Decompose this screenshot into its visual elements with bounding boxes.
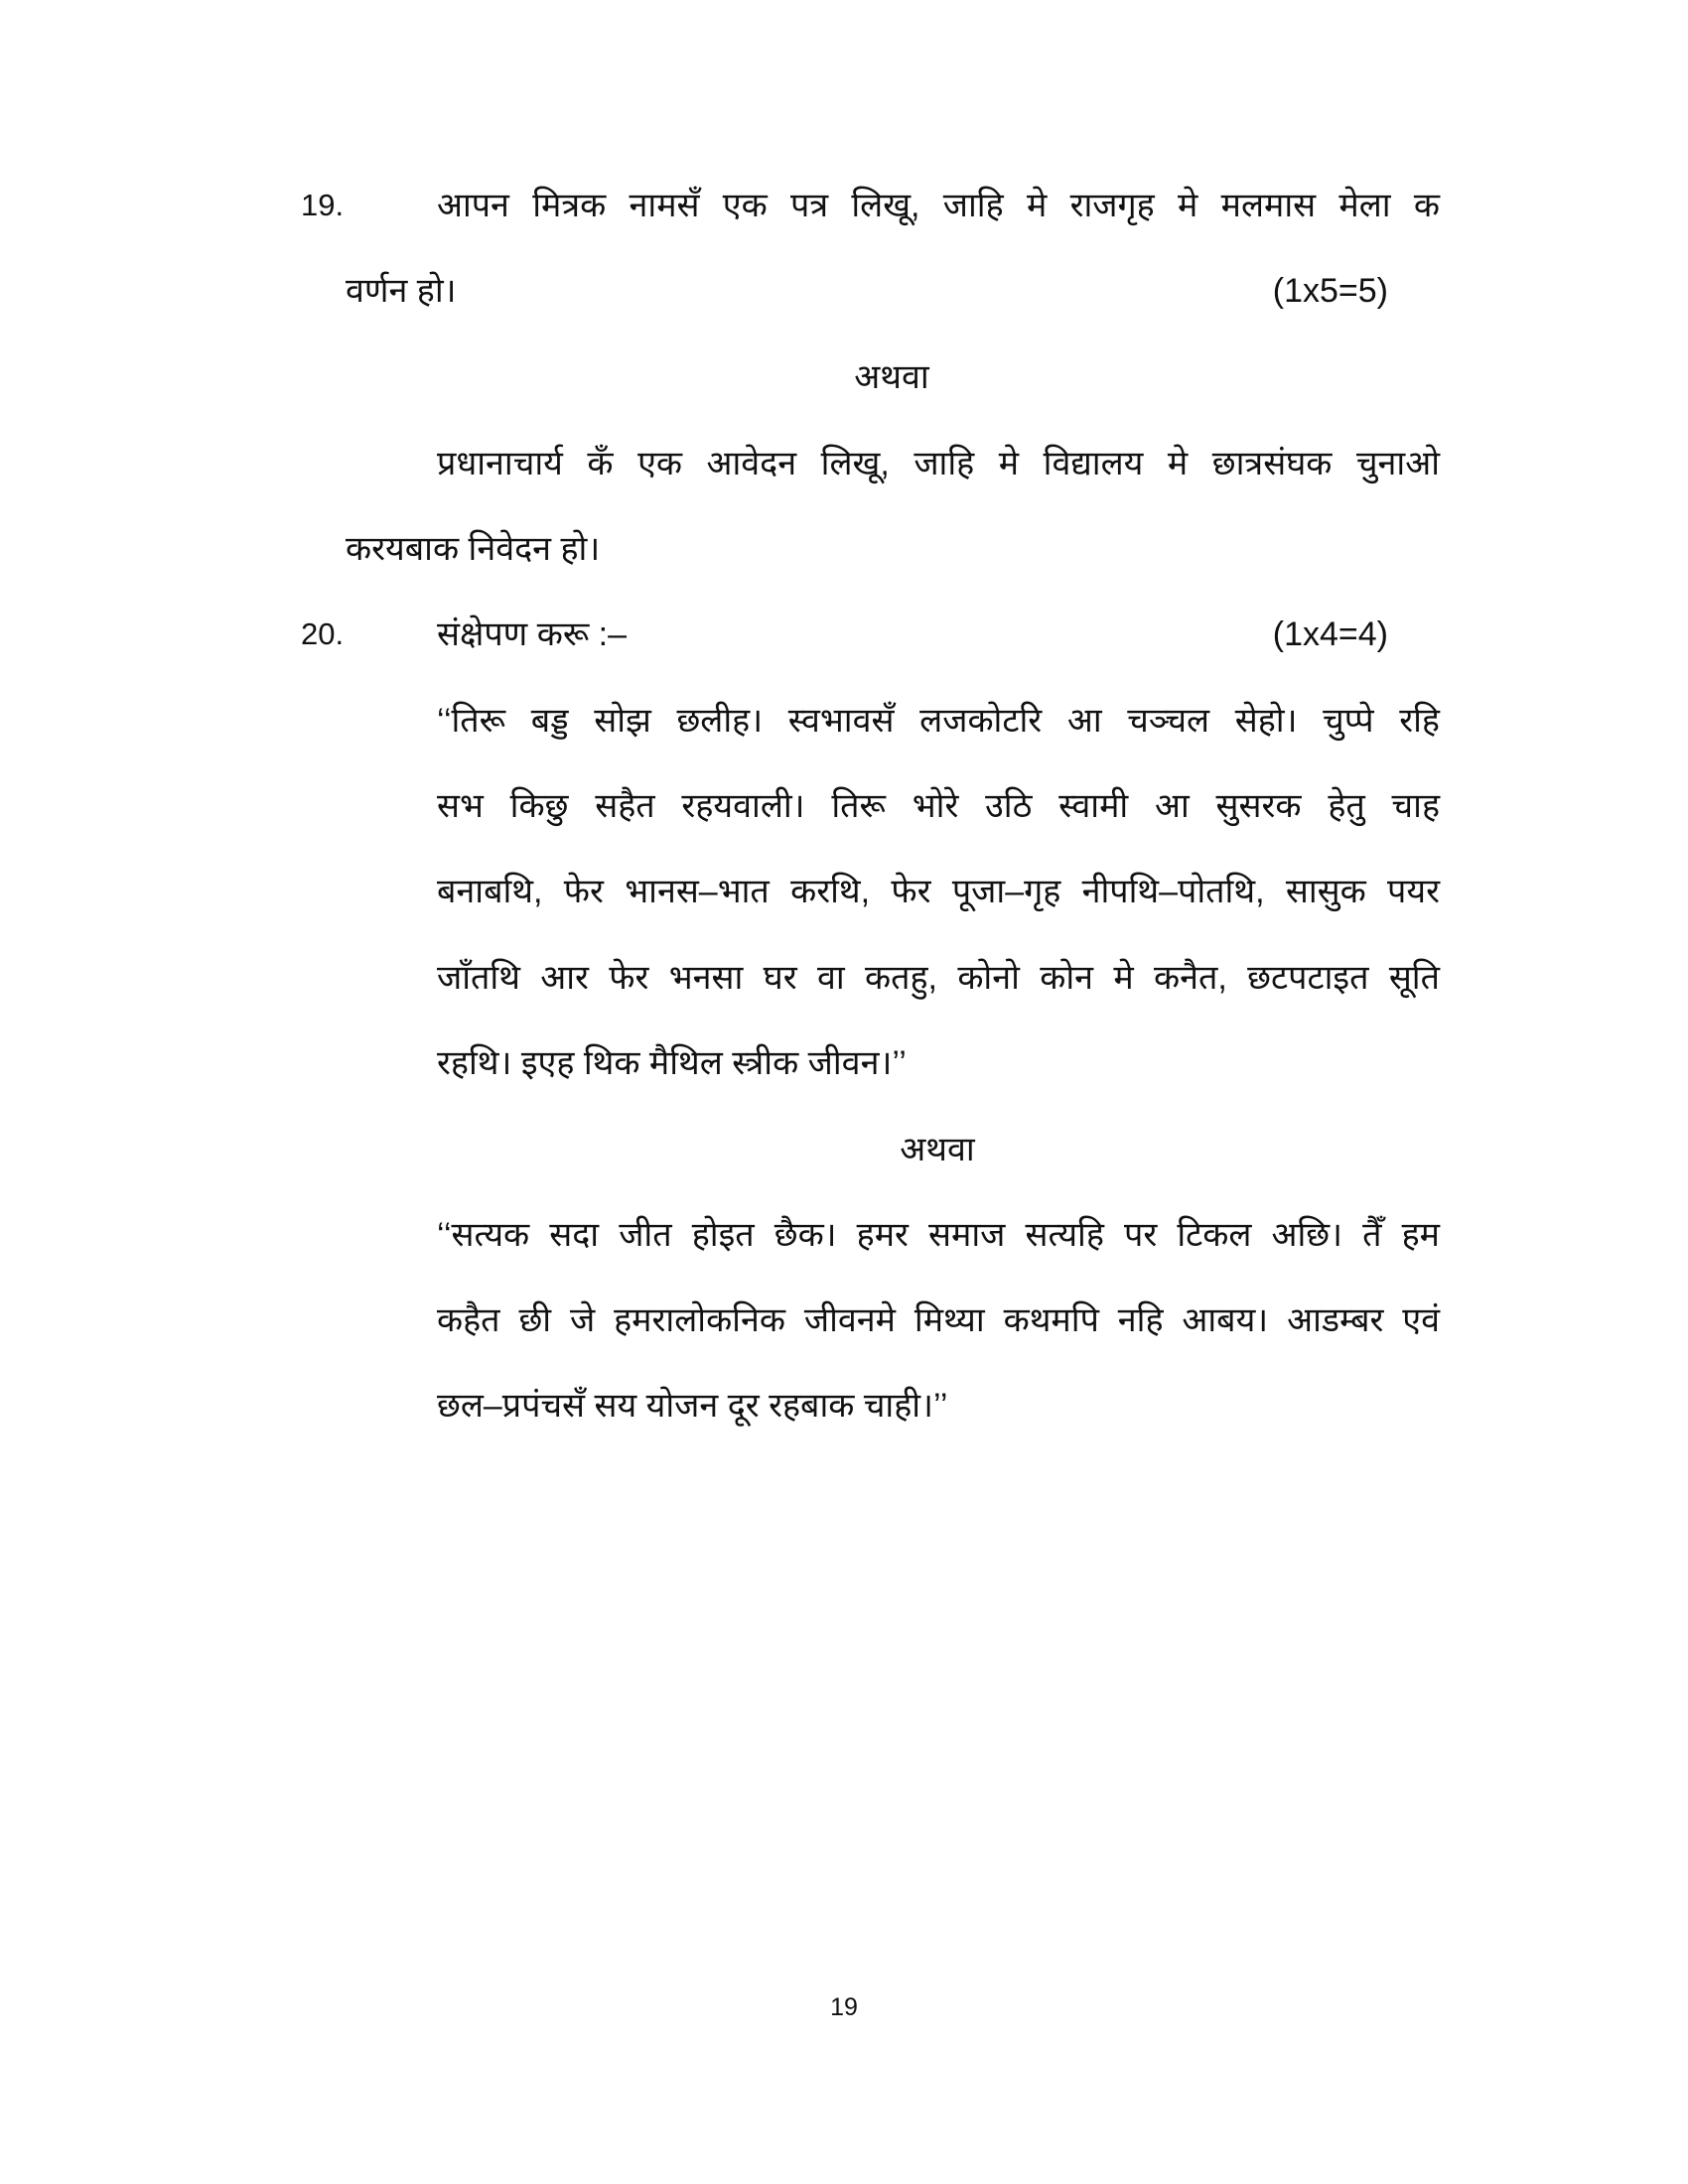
question-title: संक्षेपण करू :– xyxy=(437,615,628,653)
marks-label: (1x4=4) xyxy=(1272,615,1388,653)
alternative-text-line: प्रधानाचार्य कँ एक आवेदन लिखू, जाहि मे विद्यालय मे छात्रसंघक चुनाओ xyxy=(437,445,1440,482)
passage-line: जाँतथि आर फेर भनसा घर वा कतहु, कोनो कोन मे कनैत, छटपटाइत सूति xyxy=(437,959,1440,997)
question-text-line: वर्णन हो। xyxy=(346,272,457,310)
marks-label: (1x5=5) xyxy=(1272,272,1388,310)
alternative-text-line: करयबाक निवेदन हो। xyxy=(346,530,601,568)
passage-line: कहैत छी जे हमरालोकनिक जीवनमे मिथ्या कथमपि नहि आबय। आडम्बर एवं xyxy=(437,1301,1440,1339)
passage-line: सभ किछु सहैत रहयवाली। तिरू भोरे उठि स्वामी आ सुसरक हेतु चाह xyxy=(437,787,1440,825)
passage-line: ‘‘सत्यक सदा जीत होइत छैक। हमर समाज सत्यहि पर टिकल अछि। तैँ हम xyxy=(437,1216,1440,1254)
or-heading: अथवा xyxy=(854,358,929,396)
question-text-line: आपन मित्रक नामसँ एक पत्र लिखू, जाहि मे राजगृह मे मलमास मेला क xyxy=(437,187,1440,224)
question-number: 20. xyxy=(301,616,345,651)
question-number: 19. xyxy=(301,188,345,222)
passage-line: ‘‘तिरू बड्ड सोझ छलीह। स्वभावसँ लजकोटरि आ चञ्चल सेहो। चुप्पे रहि xyxy=(437,702,1440,740)
or-heading: अथवा xyxy=(900,1131,975,1168)
passage-line: रहथि। इएह थिक मैथिल स्त्रीक जीवन।’’ xyxy=(437,1044,907,1082)
passage-line: छल–प्रपंचसँ सय योजन दूर रहबाक चाही।’’ xyxy=(437,1387,948,1425)
page-number: 19 xyxy=(830,1993,858,2021)
passage-line: बनाबथि, फेर भानस–भात करथि, फेर पूजा–गृह नीपथि–पोतथि, सासुक पयर xyxy=(437,873,1440,910)
